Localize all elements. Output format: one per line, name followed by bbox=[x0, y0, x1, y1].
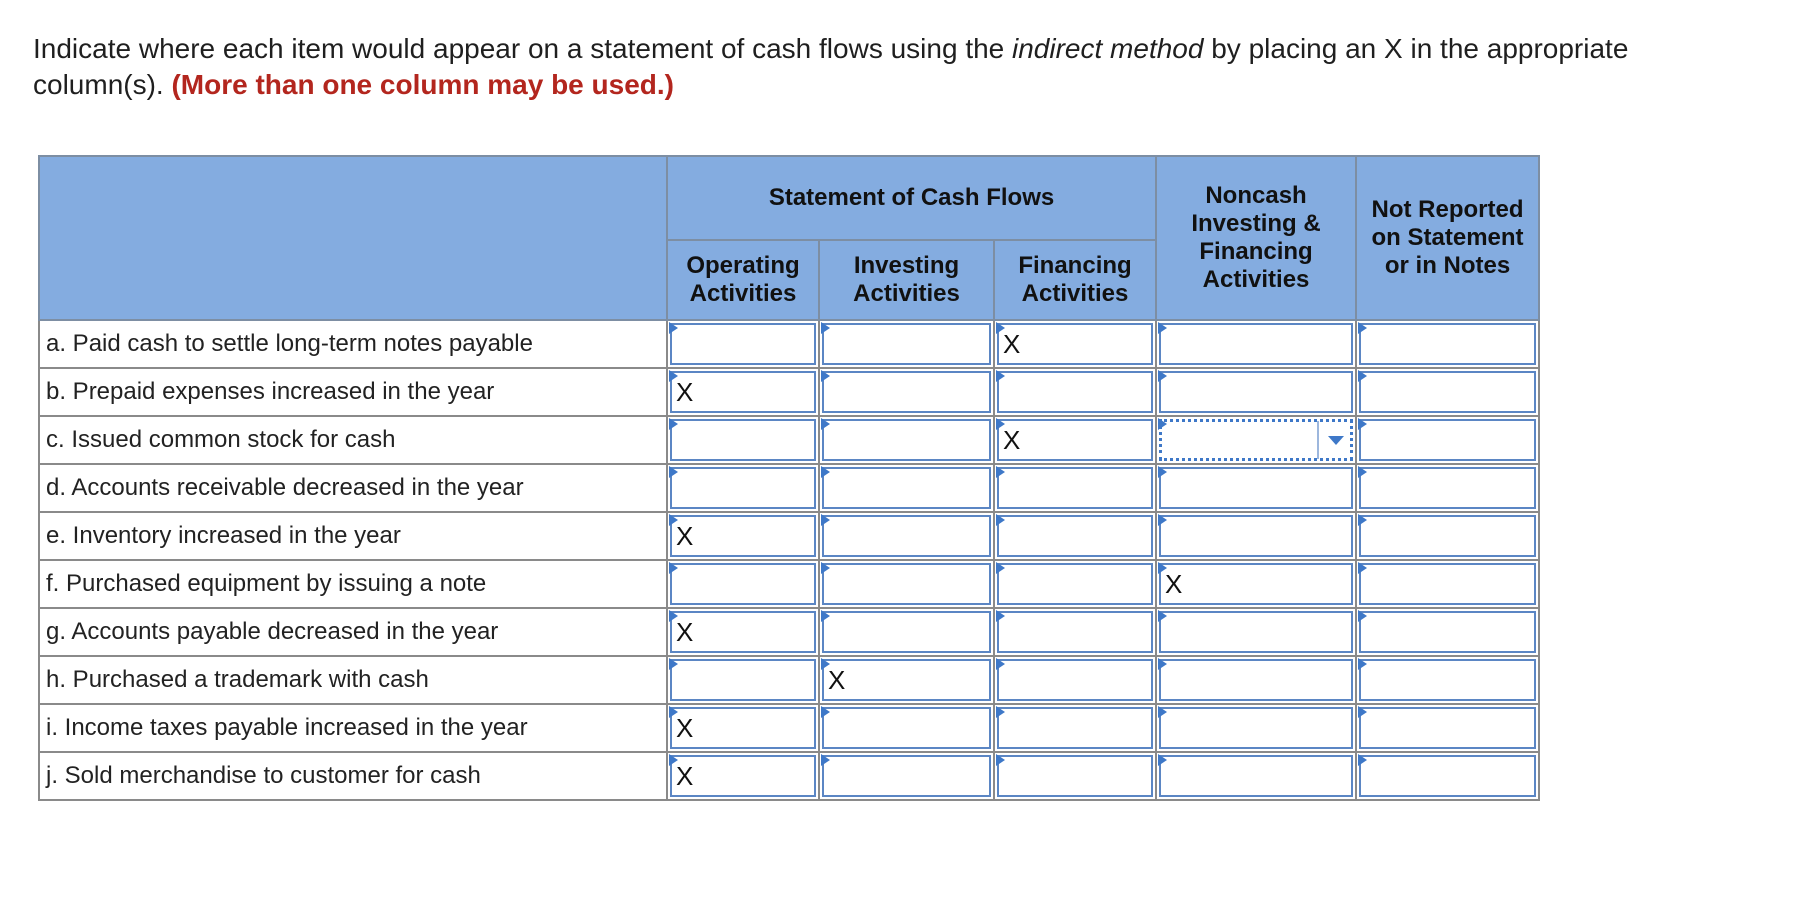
table-row bbox=[39, 416, 1539, 464]
answer-cell-noncash[interactable] bbox=[1156, 464, 1356, 512]
answer-cell-investing[interactable] bbox=[819, 512, 994, 560]
cell-flag-icon bbox=[996, 370, 1005, 382]
table-row bbox=[39, 464, 1539, 512]
cell-flag-icon bbox=[1358, 370, 1367, 382]
cell-flag-icon bbox=[1158, 610, 1167, 622]
cell-flag-icon bbox=[821, 418, 830, 430]
answer-cell-operating[interactable] bbox=[667, 704, 819, 752]
cell-flag-icon bbox=[1158, 706, 1167, 718]
cell-flag-icon bbox=[996, 562, 1005, 574]
answer-box[interactable] bbox=[997, 563, 1153, 605]
answer-box[interactable] bbox=[1159, 515, 1353, 557]
answer-cell-investing[interactable] bbox=[819, 416, 994, 464]
cell-flag-icon bbox=[996, 658, 1005, 670]
answer-cell-operating[interactable] bbox=[667, 560, 819, 608]
answer-box[interactable] bbox=[670, 323, 816, 365]
financing-column-header: Financing Activities bbox=[994, 240, 1156, 320]
cell-flag-icon bbox=[821, 706, 830, 718]
answer-cell-operating[interactable] bbox=[667, 464, 819, 512]
answer-box[interactable] bbox=[1159, 371, 1353, 413]
answer-cell-operating[interactable] bbox=[667, 656, 819, 704]
cell-flag-icon bbox=[669, 418, 678, 430]
answer-cell-not-reported[interactable] bbox=[1356, 368, 1539, 416]
cell-flag-icon bbox=[821, 466, 830, 478]
cell-flag-icon bbox=[821, 514, 830, 526]
operating-column-header: Operating Activities bbox=[667, 240, 819, 320]
answer-cell-noncash[interactable] bbox=[1156, 320, 1356, 368]
cell-flag-icon bbox=[1358, 754, 1367, 766]
table-row bbox=[39, 560, 1539, 608]
answer-mark: X bbox=[676, 521, 694, 551]
answer-mark: X bbox=[1003, 425, 1021, 455]
cell-flag-icon bbox=[1358, 466, 1367, 478]
answer-cell-noncash[interactable] bbox=[1156, 368, 1356, 416]
table-row bbox=[39, 608, 1539, 656]
cell-flag-icon bbox=[821, 370, 830, 382]
row-label: e. Inventory increased in the year bbox=[39, 512, 667, 560]
answer-box[interactable] bbox=[997, 371, 1153, 413]
answer-cell-financing[interactable] bbox=[994, 608, 1156, 656]
answer-box[interactable] bbox=[670, 419, 816, 461]
instructions-part2: by placing an X in the appropriate column(s). bbox=[33, 33, 1629, 100]
answer-cell-operating[interactable] bbox=[667, 608, 819, 656]
investing-column-header: Investing Activities bbox=[819, 240, 994, 320]
answer-cell-not-reported[interactable] bbox=[1356, 416, 1539, 464]
answer-box[interactable] bbox=[1359, 419, 1536, 461]
answer-cell-operating[interactable] bbox=[667, 512, 819, 560]
answer-cell-noncash[interactable] bbox=[1156, 656, 1356, 704]
answer-box[interactable] bbox=[1159, 755, 1353, 797]
answer-cell-not-reported[interactable] bbox=[1356, 704, 1539, 752]
cell-flag-icon bbox=[996, 706, 1005, 718]
answer-box[interactable] bbox=[1159, 707, 1353, 749]
answer-cell-noncash[interactable] bbox=[1156, 704, 1356, 752]
answer-cell-investing[interactable] bbox=[819, 656, 994, 704]
answer-cell-investing[interactable] bbox=[819, 368, 994, 416]
answer-cell-operating[interactable] bbox=[667, 416, 819, 464]
answer-box[interactable] bbox=[1359, 515, 1536, 557]
cell-flag-icon bbox=[996, 610, 1005, 622]
answer-box[interactable] bbox=[1159, 563, 1353, 605]
answer-cell-investing[interactable] bbox=[819, 704, 994, 752]
answer-box[interactable] bbox=[1159, 467, 1353, 509]
answer-box[interactable] bbox=[822, 371, 991, 413]
cell-flag-icon bbox=[821, 610, 830, 622]
answer-box[interactable] bbox=[1359, 371, 1536, 413]
answer-cell-investing[interactable] bbox=[819, 752, 994, 800]
answer-cell-not-reported[interactable] bbox=[1356, 464, 1539, 512]
answer-cell-not-reported[interactable] bbox=[1356, 608, 1539, 656]
table-row bbox=[39, 656, 1539, 704]
cell-flag-icon bbox=[1358, 562, 1367, 574]
chevron-down-icon bbox=[1328, 436, 1344, 445]
answer-cell-financing[interactable] bbox=[994, 704, 1156, 752]
instructions-method: indirect method bbox=[1012, 33, 1204, 64]
answer-box[interactable] bbox=[997, 515, 1153, 557]
table-row bbox=[39, 320, 1539, 368]
answer-box[interactable] bbox=[1159, 659, 1353, 701]
answer-cell-not-reported[interactable] bbox=[1356, 512, 1539, 560]
cell-flag-icon bbox=[1158, 418, 1167, 430]
answer-cell-investing[interactable] bbox=[819, 608, 994, 656]
answer-cell-financing[interactable] bbox=[994, 464, 1156, 512]
answer-box[interactable] bbox=[997, 419, 1153, 461]
item-column-header bbox=[39, 156, 667, 320]
answer-cell-financing[interactable] bbox=[994, 656, 1156, 704]
cell-flag-icon bbox=[1158, 514, 1167, 526]
cell-flag-icon bbox=[1358, 514, 1367, 526]
cell-flag-icon bbox=[1358, 658, 1367, 670]
answer-mark: X bbox=[676, 761, 694, 791]
table-row bbox=[39, 512, 1539, 560]
answer-dropdown-noncash[interactable] bbox=[1156, 416, 1356, 464]
cell-flag-icon bbox=[1358, 322, 1367, 334]
answer-cell-not-reported[interactable] bbox=[1356, 320, 1539, 368]
cash-flow-table bbox=[38, 155, 1540, 801]
not-reported-column-header: Not Reported on Statement or in Notes bbox=[1356, 156, 1539, 320]
cell-flag-icon bbox=[1358, 706, 1367, 718]
answer-mark: X bbox=[828, 665, 846, 695]
answer-cell-financing[interactable] bbox=[994, 320, 1156, 368]
answer-box[interactable] bbox=[997, 467, 1153, 509]
answer-cell-operating[interactable] bbox=[667, 752, 819, 800]
table-row bbox=[39, 368, 1539, 416]
answer-box[interactable] bbox=[822, 707, 991, 749]
cell-flag-icon bbox=[821, 562, 830, 574]
answer-box[interactable] bbox=[822, 323, 991, 365]
answer-box[interactable] bbox=[997, 611, 1153, 653]
answer-cell-noncash[interactable] bbox=[1156, 560, 1356, 608]
answer-box[interactable] bbox=[1159, 323, 1353, 365]
answer-cell-not-reported[interactable] bbox=[1356, 656, 1539, 704]
answer-mark: X bbox=[1165, 569, 1183, 599]
cell-flag-icon bbox=[821, 322, 830, 334]
answer-box[interactable] bbox=[1159, 611, 1353, 653]
answer-box[interactable] bbox=[822, 659, 991, 701]
answer-cell-operating[interactable] bbox=[667, 368, 819, 416]
answer-box[interactable] bbox=[822, 467, 991, 509]
row-label: h. Purchased a trademark with cash bbox=[39, 656, 667, 704]
cell-flag-icon bbox=[996, 466, 1005, 478]
answer-mark: X bbox=[676, 617, 694, 647]
row-label: i. Income taxes payable increased in the year bbox=[39, 704, 667, 752]
answer-cell-noncash[interactable] bbox=[1156, 752, 1356, 800]
answer-box[interactable] bbox=[1359, 755, 1536, 797]
answer-cell-not-reported[interactable] bbox=[1356, 560, 1539, 608]
answer-box[interactable] bbox=[822, 563, 991, 605]
answer-box[interactable] bbox=[822, 419, 991, 461]
cell-flag-icon bbox=[996, 754, 1005, 766]
row-label: a. Paid cash to settle long-term notes payable bbox=[39, 320, 667, 368]
answer-box[interactable] bbox=[1359, 707, 1536, 749]
answer-box[interactable] bbox=[822, 755, 991, 797]
cell-flag-icon bbox=[1358, 418, 1367, 430]
statement-of-cash-flows-header: Statement of Cash Flows bbox=[667, 156, 1156, 240]
instructions-emphasis: (More than one column may be used.) bbox=[171, 69, 674, 100]
answer-cell-noncash[interactable] bbox=[1156, 512, 1356, 560]
answer-box[interactable] bbox=[997, 755, 1153, 797]
row-label: j. Sold merchandise to customer for cash bbox=[39, 752, 667, 800]
table-row bbox=[39, 704, 1539, 752]
instructions-text bbox=[33, 31, 1753, 103]
answer-cell-investing[interactable] bbox=[819, 560, 994, 608]
answer-box[interactable] bbox=[670, 563, 816, 605]
cell-flag-icon bbox=[996, 514, 1005, 526]
cell-flag-icon bbox=[1158, 466, 1167, 478]
dropdown-button[interactable] bbox=[1317, 421, 1351, 459]
answer-cell-noncash[interactable] bbox=[1156, 608, 1356, 656]
answer-box[interactable] bbox=[670, 659, 816, 701]
answer-mark: X bbox=[676, 713, 694, 743]
cell-flag-icon bbox=[669, 658, 678, 670]
row-label: d. Accounts receivable decreased in the year bbox=[39, 464, 667, 512]
cell-flag-icon bbox=[1158, 370, 1167, 382]
cell-flag-icon bbox=[669, 562, 678, 574]
noncash-column-header: Noncash Investing & Financing Activities bbox=[1156, 156, 1356, 320]
answer-cell-financing[interactable] bbox=[994, 752, 1156, 800]
row-label: b. Prepaid expenses increased in the year bbox=[39, 368, 667, 416]
answer-box[interactable] bbox=[670, 467, 816, 509]
cell-flag-icon bbox=[669, 466, 678, 478]
answer-box[interactable] bbox=[997, 323, 1153, 365]
answer-cell-operating[interactable] bbox=[667, 320, 819, 368]
answer-box[interactable] bbox=[822, 515, 991, 557]
answer-box[interactable] bbox=[1359, 659, 1536, 701]
cell-flag-icon bbox=[669, 322, 678, 334]
cell-flag-icon bbox=[821, 754, 830, 766]
row-label: c. Issued common stock for cash bbox=[39, 416, 667, 464]
answer-cell-investing[interactable] bbox=[819, 320, 994, 368]
answer-cell-not-reported[interactable] bbox=[1356, 752, 1539, 800]
answer-cell-investing[interactable] bbox=[819, 464, 994, 512]
answer-box[interactable] bbox=[997, 707, 1153, 749]
answer-box[interactable] bbox=[1359, 467, 1536, 509]
answer-cell-financing[interactable] bbox=[994, 416, 1156, 464]
answer-mark: X bbox=[1003, 329, 1021, 359]
cell-flag-icon bbox=[1158, 754, 1167, 766]
cell-flag-icon bbox=[1158, 658, 1167, 670]
answer-box[interactable] bbox=[997, 659, 1153, 701]
answer-mark: X bbox=[676, 377, 694, 407]
answer-cell-financing[interactable] bbox=[994, 368, 1156, 416]
cell-flag-icon bbox=[1358, 610, 1367, 622]
answer-box[interactable] bbox=[1359, 323, 1536, 365]
row-label: g. Accounts payable decreased in the year bbox=[39, 608, 667, 656]
answer-cell-financing[interactable] bbox=[994, 560, 1156, 608]
row-label: f. Purchased equipment by issuing a note bbox=[39, 560, 667, 608]
answer-box[interactable] bbox=[822, 611, 991, 653]
table-row bbox=[39, 752, 1539, 800]
answer-cell-financing[interactable] bbox=[994, 512, 1156, 560]
cell-flag-icon bbox=[1158, 322, 1167, 334]
instructions-part1: Indicate where each item would appear on a statement of cash flows using the bbox=[33, 33, 1013, 64]
answer-box[interactable] bbox=[1359, 563, 1536, 605]
answer-box[interactable] bbox=[1359, 611, 1536, 653]
